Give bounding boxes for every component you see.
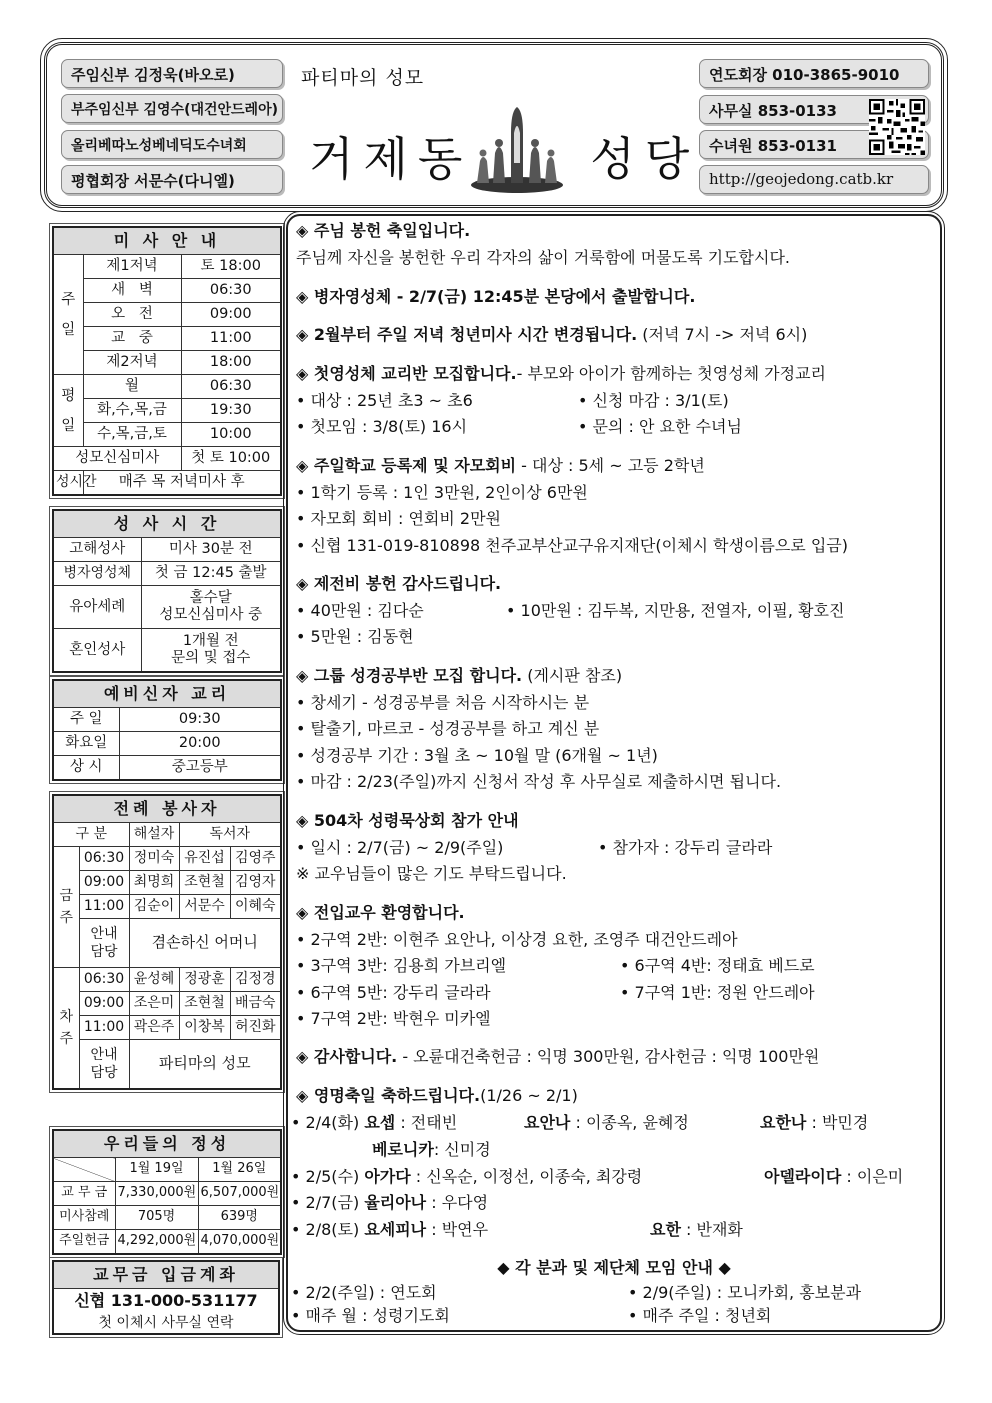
meeting-item: • 2/2(주일) : 연도회: [291, 1283, 437, 1302]
reader: 허진화: [230, 1016, 281, 1040]
notice-title: ◈ 주님 봉헌 축일입니다.: [296, 221, 471, 240]
offering-date: 1월 19일: [115, 1158, 198, 1182]
notice-line: • 성경공부 기간 : 3월 초 ~ 10월 말 (6개월 ~ 1년): [296, 746, 658, 765]
notice-presentation: [296, 221, 470, 241]
parish-patron: 파티마의 성모: [301, 67, 425, 89]
saint-name: 베로니카: [372, 1140, 434, 1159]
offering-type: 교 무 금: [53, 1182, 115, 1206]
sacrament-name: 병자영성체: [53, 562, 141, 586]
sisters-plate: 올리베따노성베네딕도수녀회: [61, 130, 283, 159]
reader: 조현철: [179, 992, 230, 1016]
class-day: 상 시: [53, 756, 119, 781]
offerings-table: [52, 1129, 282, 1255]
notice-line: • 7구역 1반: 정원 안드레아: [620, 983, 815, 1002]
reader: 김정경: [230, 968, 281, 992]
saint-name: 아델라이다: [764, 1167, 842, 1186]
commentator: 조은미: [129, 992, 179, 1016]
guide-group: 파티마의 성모: [129, 1040, 281, 1090]
notice-welcome: [296, 903, 465, 923]
saint-name: 요한나: [760, 1113, 807, 1132]
mass-day: 화,수,목,금: [83, 399, 181, 423]
reader: 이창복: [179, 1016, 230, 1040]
notice-line: • 신청 마감 : 3/1(토): [578, 391, 729, 410]
notice-line: • 6구역 4반: 정태효 베드로: [620, 956, 815, 975]
feast-people: : 반재화: [680, 1220, 743, 1239]
sacraments-title: 성 사 시 간: [53, 510, 281, 538]
pastor-plate: 주임신부 김정욱(바오로): [61, 59, 283, 88]
notice-youth-mass: [296, 325, 807, 345]
saint-name: 요한: [650, 1220, 681, 1239]
notice-title: ◈ 전입교우 환영합니다.: [296, 903, 465, 922]
notice-line: • 일시 : 2/7(금) ~ 2/9(주일): [296, 838, 504, 857]
notice-extra: (게시판 참조): [522, 666, 623, 685]
feast-people: : 신미경: [433, 1140, 491, 1159]
notice-line: 주님께 자신을 봉헌한 우리 각자의 삶이 거룩함에 머물도록 기도합시다.: [296, 248, 790, 267]
notice-title: ◈ 감사합니다.: [296, 1047, 398, 1066]
saint-name: 아가다: [364, 1167, 411, 1186]
notice-line: • 3구역 3반: 김용희 가브리엘: [296, 956, 507, 975]
mass-time: 06:30: [181, 375, 281, 399]
sacrament-time: 미사 30분 전: [141, 538, 281, 562]
notice-sick-communion: [296, 287, 695, 307]
reader: 김영주: [230, 847, 281, 871]
notice-sunday-school: [296, 456, 705, 476]
feast-people: : 신옥순, 이정선, 이종숙, 최강령: [410, 1167, 643, 1186]
feast-line: [291, 1113, 457, 1133]
feast-date: • 2/5(수): [291, 1167, 365, 1186]
reader: 김영자: [230, 871, 281, 895]
mass-day: 수,목,금,토: [83, 423, 181, 447]
sunday-label: 주 일: [53, 255, 83, 375]
notice-line: • 마감 : 2/23(주일)까지 신청서 작성 후 사무실로 제출하시면 됩니다.: [296, 772, 782, 791]
reader: 정광훈: [179, 968, 230, 992]
notice-line: • 대상 : 25년 초3 ~ 초6: [296, 391, 473, 410]
feast-line: [760, 1113, 868, 1133]
notice-title: ◈ 병자영성체 - 2/7(금) 12:45분 본당에서 출발합니다.: [296, 287, 696, 306]
notice-line: • 창세기 - 성경공부를 처음 시작하시는 분: [296, 693, 590, 712]
offerings-title: 우리들의 정성: [53, 1130, 281, 1158]
notice-title: ◈ 2월부터 주일 저녁 청년미사 시간 변경됩니다.: [296, 325, 638, 344]
servers-title: 전례 봉사자: [53, 795, 281, 823]
class-day: 주 일: [53, 708, 119, 732]
sacrament-name: 고해성사: [53, 538, 141, 562]
feast-line: [372, 1140, 491, 1160]
notice-title: ◈ 그룹 성경공부반 모집 합니다.: [296, 666, 523, 685]
mass-name: 제2저녁: [83, 351, 181, 375]
mass-time: 09:00: [79, 992, 129, 1016]
notice-extra: - 부모와 아이가 함께하는 첫영성체 가정교리: [516, 364, 826, 383]
account-number: 신협 131-000-531177: [53, 1289, 279, 1314]
mass-time: 토 18:00: [181, 255, 281, 279]
associate-pastor-plate: 부주임신부 김영수(대건안드레아): [61, 94, 283, 123]
reader: 조현철: [179, 871, 230, 895]
saint-name: 요세피나: [364, 1220, 427, 1239]
mass-day: 월: [83, 375, 181, 399]
mass-name: 오 전: [83, 303, 181, 327]
offering-type: 미사참례: [53, 1206, 115, 1230]
class-time: 20:00: [119, 732, 281, 756]
notice-line: • 10만원 : 김두복, 지만용, 전열자, 이필, 황호진: [506, 601, 845, 620]
reader: 서문수: [179, 895, 230, 919]
convent-phone-plate: 수녀원 853-0131: [699, 130, 929, 159]
mass-time: 09:00: [79, 871, 129, 895]
liturgy-servers-table: [52, 794, 282, 1090]
offering-amount: 4,292,000원: [115, 1230, 198, 1255]
feast-people: : 이은미: [841, 1167, 904, 1186]
notice-line: • 탈출기, 마르코 - 성경공부를 하고 계신 분: [296, 719, 600, 738]
feast-people: : 이종옥, 윤혜정: [570, 1113, 689, 1132]
qr-code-icon[interactable]: [869, 99, 925, 155]
bulletin-header: [44, 42, 944, 208]
feast-date: • 2/7(금): [291, 1193, 365, 1212]
council-president-plate: 평협회장 서문수(다니엘): [61, 165, 283, 194]
class-time: 중고등부: [119, 756, 281, 781]
offering-amount: 705명: [115, 1206, 198, 1230]
mass-name: 성시간: [53, 471, 83, 496]
notice-extra: - 오륜대건축헌금 : 익명 300만원, 감사헌금 : 익명 100만원: [397, 1047, 820, 1066]
class-day: 화요일: [53, 732, 119, 756]
next-week-label: 차 주: [53, 968, 79, 1090]
parish-title-left: 거제동: [309, 132, 473, 186]
notice-offering-thanks: [296, 574, 501, 594]
mass-name: 제1저녁: [83, 255, 181, 279]
reader: 이혜숙: [230, 895, 281, 919]
commentator: 최명희: [129, 871, 179, 895]
feast-date: • 2/8(토): [291, 1220, 365, 1239]
feast-line: [291, 1220, 488, 1240]
notice-title: ◈ 첫영성체 교리반 모집합니다.: [296, 364, 517, 383]
notice-thanks: [296, 1047, 819, 1067]
notice-line: • 7구역 2반: 박현우 미카엘: [296, 1009, 491, 1028]
meeting-item: • 매주 주일 : 청년회: [628, 1306, 772, 1325]
notice-line: • 문의 : 안 요한 수녀님: [578, 417, 742, 436]
mass-schedule-table: [52, 226, 282, 496]
commentator: 정미숙: [129, 847, 179, 871]
notice-line: • 참가자 : 강두리 글라라: [598, 838, 773, 857]
offering-amount: 4,070,000원: [198, 1230, 281, 1255]
commentator: 김순이: [129, 895, 179, 919]
mass-time: 19:30: [181, 399, 281, 423]
sacrament-name: 혼인성사: [53, 629, 141, 673]
notice-line: • 6구역 5반: 강두리 글라라: [296, 983, 491, 1002]
mass-time: 18:00: [181, 351, 281, 375]
notice-title: ◈ 504차 성령묵상회 참가 안내: [296, 811, 519, 830]
account-note: 첫 이체시 사무실 연락: [53, 1313, 279, 1334]
class-time: 09:30: [119, 708, 281, 732]
mass-time: 첫 토 10:00: [181, 447, 281, 471]
notice-title: ◈ 주일학교 등록제 및 자모회비: [296, 456, 517, 475]
offering-type: 주일헌금: [53, 1230, 115, 1255]
notice-bible-study: [296, 666, 622, 686]
feast-line: [524, 1113, 689, 1133]
mass-time: 10:00: [181, 423, 281, 447]
servers-head: 해설자: [129, 823, 179, 847]
guide-label: 안내 담당: [79, 919, 129, 968]
office-phone-plate: 사무실 853-0133: [699, 95, 929, 124]
mass-name: 성모신심미사: [53, 447, 181, 471]
catechumen-table: [52, 679, 282, 781]
meeting-item: • 2/9(주일) : 모니카회, 홍보분과: [628, 1283, 862, 1302]
mass-time: 06:30: [79, 968, 129, 992]
notice-feast-days: [296, 1086, 578, 1106]
notice-line: • 1학기 등록 : 1인 3만원, 2인이상 6만원: [296, 483, 588, 502]
meetings-title: ◆ 각 분과 및 제단체 모임 안내 ◆: [497, 1258, 731, 1277]
guide-label: 안내 담당: [79, 1040, 129, 1090]
account-title: 교무금 입금계좌: [53, 1261, 279, 1289]
notice-extra: (1/26 ~ 2/1): [480, 1086, 578, 1105]
feast-line: [291, 1167, 642, 1187]
notice-retreat: [296, 811, 519, 831]
mass-time: 06:30: [79, 847, 129, 871]
guide-group: 겸손하신 어머니: [129, 919, 281, 968]
mass-time: 11:00: [79, 895, 129, 919]
sacrament-time: 1개월 전 문의 및 접수: [141, 629, 281, 673]
notice-line: • 5만원 : 김동현: [296, 627, 414, 646]
website-url[interactable]: http://geojedong.catb.kr: [699, 165, 929, 194]
reader: 유진섭: [179, 847, 230, 871]
mass-time: 매주 목 저녁미사 후: [83, 471, 281, 496]
mass-schedule-title: 미 사 안 내: [53, 227, 281, 255]
sacraments-table: [52, 509, 282, 673]
mass-time: 11:00: [79, 1016, 129, 1040]
account-table: [52, 1260, 280, 1335]
reader: 배금숙: [230, 992, 281, 1016]
feast-people: : 박민경: [806, 1113, 869, 1132]
saint-name: 요셉: [364, 1113, 396, 1132]
parish-title-right: 성당: [590, 132, 700, 186]
diagonal-header-cell: [53, 1158, 115, 1182]
feast-date: • 2/4(화): [291, 1113, 365, 1132]
notice-line: ※ 교우님들이 많은 기도 부탁드립니다.: [296, 864, 567, 883]
feast-people: : 우다영: [426, 1193, 489, 1212]
this-week-label: 금 주: [53, 847, 79, 968]
commentator: 곽은주: [129, 1016, 179, 1040]
commentator: 윤성혜: [129, 968, 179, 992]
church-logo-icon: [467, 103, 567, 195]
notice-line: • 신협 131-019-810898 천주교부산교구유지재단(이체시 학생이름으로 입금): [296, 536, 848, 555]
notice-extra: - 대상 : 5세 ~ 고등 2학년: [516, 456, 705, 475]
mass-name: 교 중: [83, 327, 181, 351]
feast-people: : 전태빈: [395, 1113, 458, 1132]
offering-date: 1월 26일: [198, 1158, 281, 1182]
notice-title: ◈ 제전비 봉헌 감사드립니다.: [296, 574, 502, 593]
servers-head: 구 분: [53, 823, 129, 847]
notice-line: • 첫모임 : 3/8(토) 16시: [296, 417, 468, 436]
catechumen-title: 예비신자 교리: [53, 680, 281, 708]
sacrament-name: 유아세례: [53, 586, 141, 629]
weekday-label: 평 일: [53, 375, 83, 447]
feast-line: [764, 1167, 903, 1187]
notice-line: • 2구역 2반: 이현주 요안나, 이상경 요한, 조영주 대건안드레아: [296, 930, 738, 949]
notice-line: • 40만원 : 김다순: [296, 601, 424, 620]
memorial-leader-plate: 연도회장 010-3865-9010: [699, 59, 929, 88]
mass-time: 11:00: [181, 327, 281, 351]
feast-line: [650, 1220, 743, 1240]
offering-amount: 639명: [198, 1206, 281, 1230]
meeting-item: • 매주 월 : 성령기도회: [291, 1306, 450, 1325]
sacrament-time: 첫 금 12:45 출발: [141, 562, 281, 586]
sacrament-time: 홀수달 성모신심미사 중: [141, 586, 281, 629]
feast-people: : 박연우: [426, 1220, 489, 1239]
notice-extra: (저녁 7시 -> 저녁 6시): [637, 325, 808, 344]
mass-time: 06:30: [181, 279, 281, 303]
notice-title: ◈ 영명축일 축하드립니다.: [296, 1086, 481, 1105]
mass-name: 새 벽: [83, 279, 181, 303]
saint-name: 율리아나: [364, 1193, 427, 1212]
offering-amount: 7,330,000원: [115, 1182, 198, 1206]
saint-name: 요안나: [524, 1113, 571, 1132]
notice-first-communion: [296, 364, 826, 384]
notice-line: • 자모회 회비 : 연회비 2만원: [296, 509, 501, 528]
feast-line: [291, 1193, 488, 1213]
servers-head: 독서자: [179, 823, 281, 847]
offering-amount: 6,507,000원: [198, 1182, 281, 1206]
mass-time: 09:00: [181, 303, 281, 327]
